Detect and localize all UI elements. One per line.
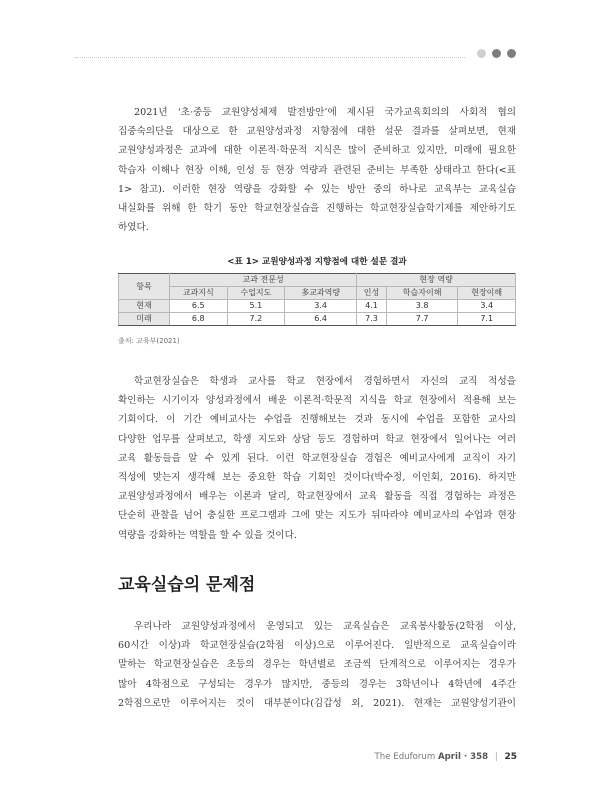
table-group-header: 교과 전문성 — [170, 274, 357, 287]
table-column-header: 수업지도 — [227, 287, 285, 300]
decorative-dot-light — [477, 49, 486, 58]
magazine-name: The Eduforum — [374, 752, 436, 762]
text-line: 확인하는 시기이자 양성과정에서 배운 이론적·학문적 지식을 학교 현장에서 적용해 보는 — [118, 395, 516, 407]
table-source-note: 출처: 교육부(2021) — [118, 337, 180, 345]
table-cell: 5.1 — [227, 300, 285, 313]
text-line: 단순히 관찰을 넘어 충실한 프로그램과 그에 맞는 지도가 뒤따라야 예비교사의 수업과 현장 — [118, 510, 516, 522]
text-line: 말하는 학교현장실습은 초등의 경우는 학년별로 조금씩 단계적으로 이루어지는 경우가 — [118, 659, 516, 671]
table-row-header: 항목 — [119, 274, 170, 300]
paragraph-intro — [118, 103, 516, 237]
text-line: 교원양성과정은 교과에 대한 이론적·학문적 지식은 많이 준비하고 있지만, 미래에 필요한 — [118, 145, 516, 157]
table-column-header: 학습자이해 — [386, 287, 458, 300]
table-cell: 7.7 — [386, 313, 458, 326]
page-number: 25 — [504, 752, 517, 762]
text-line: 학습자 이해나 현장 이해, 인성 등 현장 역량과 관련된 준비는 부족한 상태라고 한다(<표 — [118, 164, 516, 176]
header-dots-decoration — [477, 49, 516, 58]
page-footer — [375, 752, 517, 762]
table-cell: 4.1 — [357, 300, 387, 313]
text-line: 많아 4학점으로 구성되는 경우가 많지만, 중등의 경우는 3학년이나 4학년에 4주간 — [118, 678, 516, 690]
section-heading: 교육실습의 문제점 — [118, 575, 256, 595]
table-row — [119, 313, 516, 326]
table-column-header: 인성 — [357, 287, 387, 300]
issue-number: April · 358 — [437, 752, 489, 762]
text-line: 교원양성과정에서 배우는 이론과 달리, 학교현장에서 교육 활동을 직접 경험하는 과정은 — [118, 491, 516, 503]
table-cell: 6.5 — [170, 300, 228, 313]
table-column-header: 多교과역량 — [285, 287, 357, 300]
table-cell: 7.1 — [458, 313, 516, 326]
decorative-dot-dark — [492, 49, 501, 58]
footer-separator: | — [494, 752, 498, 762]
table-row-label: 현재 — [119, 300, 170, 313]
table-cell: 3.4 — [458, 300, 516, 313]
text-line: 60시간 이상)과 학교현장실습(2학점 이상)으로 이루어진다. 일반적으로 교육실습이라 — [118, 640, 516, 652]
text-line: 교육 활동들을 알 수 있게 된다. 이런 학교현장실습 경험은 예비교사에게 교직이 자기 — [118, 452, 516, 464]
text-line: 역량을 강화하는 역할을 할 수 있을 것이다. — [118, 529, 297, 541]
table-column-header: 교과지식 — [170, 287, 228, 300]
table-cell: 6.4 — [285, 313, 357, 326]
survey-results-table — [118, 273, 516, 326]
header-dotted-rule — [75, 57, 465, 58]
table-cell: 6.8 — [170, 313, 228, 326]
text-line: 하였다. — [118, 222, 149, 234]
table-row-label: 미래 — [119, 313, 170, 326]
text-line: 다양한 업무를 살펴보고, 학생 지도와 상담 등도 경험하며 학교 현장에서 일어나는 여러 — [118, 433, 516, 445]
text-line: 적성에 맞는지 생각해 보는 중요한 학습 기회인 것이다(박수정, 이인회, 2016). 하지만 — [118, 472, 516, 484]
table-group-header: 현장 역량 — [357, 274, 516, 287]
text-line: 집중숙의단을 대상으로 한 교원양성과정 지향점에 대한 설문 결과를 살펴보면, 현재 — [118, 126, 516, 138]
text-line: 우리나라 교원양성과정에서 운영되고 있는 교육실습은 교육봉사활동(2학점 이상, — [134, 621, 516, 632]
text-line: 기회이다. 이 기간 예비교사는 수업을 진행해보는 것과 동시에 수업을 포함한 교사의 — [118, 414, 516, 426]
decorative-dot-dark — [507, 49, 516, 58]
paragraph-problems — [118, 617, 516, 713]
table-column-header: 현장이해 — [458, 287, 516, 300]
text-line: 내실화를 위해 한 학기 동안 학교현장실습을 진행하는 학교현장실습학기제를 제안하기도 — [118, 203, 516, 215]
table-title: <표 1> 교원양성과정 지향점에 대한 설문 결과 — [227, 257, 407, 267]
paragraph-field-practice — [118, 372, 516, 545]
table-row — [119, 300, 516, 313]
table-cell: 7.2 — [227, 313, 285, 326]
text-line: 2021년 ‘초·중등 교원양성체제 발전방안’에 제시된 국가교육회의의 사회적 협의 — [134, 107, 516, 118]
table-cell: 3.4 — [285, 300, 357, 313]
text-line: 2학점으로만 이루어지는 것이 대부분이다(김갑성 외, 2021). 현재는 교원양성기관이 — [118, 697, 516, 709]
table-cell: 3.8 — [386, 300, 458, 313]
text-line: 1> 참고). 이러한 현장 역량을 강화할 수 있는 방안 중의 하나로 교육부는 교육실습 — [118, 183, 516, 195]
table-cell: 7.3 — [357, 313, 387, 326]
text-line: 학교현장실습은 학생과 교사를 학교 현장에서 경험하면서 자신의 교직 적성을 — [134, 376, 516, 387]
